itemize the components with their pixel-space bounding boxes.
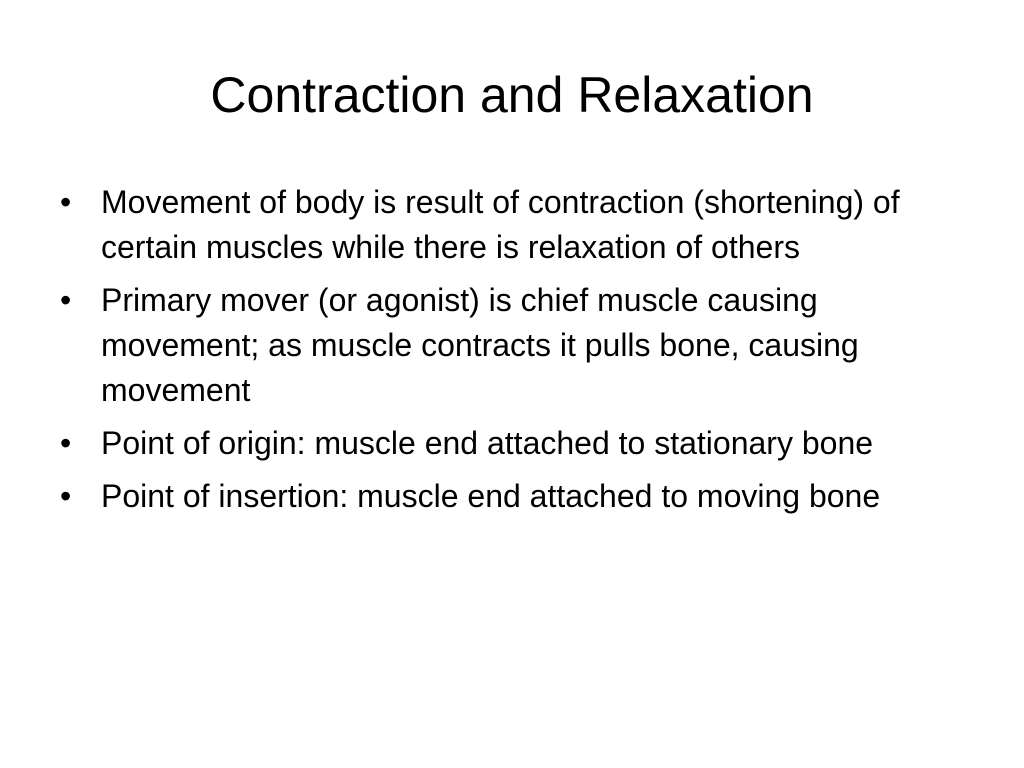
bullet-dot-icon: • (60, 184, 72, 220)
bullet-text: Movement of body is result of contraction (shortening) of certain muscles while there is relaxation of others (101, 184, 900, 265)
bullet-dot-icon: • (60, 425, 72, 461)
bullet-text: Point of insertion: muscle end attached to moving bone (101, 478, 881, 514)
slide-title: Contraction and Relaxation (210, 67, 814, 123)
bullet-text: Primary mover (or agonist) is chief muscle causing movement; as muscle contracts it pulls bone, causing movement (101, 282, 859, 408)
bullet-list (58, 180, 978, 527)
bullet-item (58, 278, 978, 413)
bullet-item (58, 421, 978, 466)
bullet-text: Point of origin: muscle end attached to stationary bone (101, 425, 874, 461)
bullet-dot-icon: • (60, 282, 72, 318)
bullet-dot-icon: • (60, 478, 72, 514)
bullet-item (58, 474, 978, 519)
bullet-item (58, 180, 978, 270)
